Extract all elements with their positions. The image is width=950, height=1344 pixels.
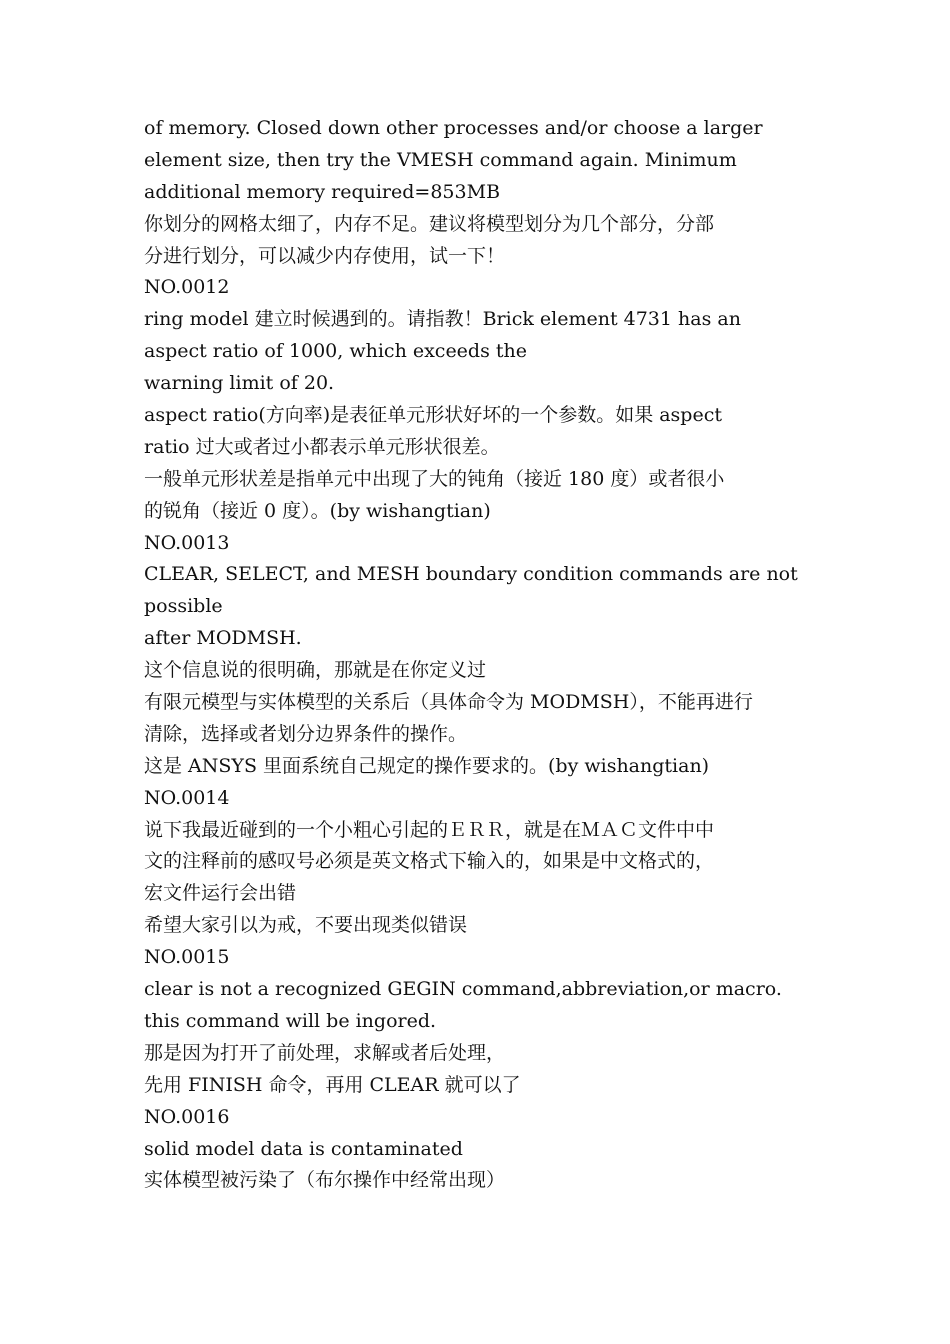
text-line: 分进行划分，可以减少内存使用，试一下！ (144, 244, 506, 267)
text-line: 希望大家引以为戒，不要出现类似错误 (144, 914, 468, 937)
text-line: after MODMSH. (144, 627, 302, 650)
text-line: 那是因为打开了前处理，求解或者后处理， (144, 1041, 506, 1064)
text-line: aspect ratio(方向率)是表征单元形状好坏的一个参数。如果 aspect (144, 404, 722, 427)
section-number: NO.0014 (144, 786, 230, 809)
text-line: CLEAR, SELECT, and MESH boundary condition commands are not (144, 563, 798, 586)
section-number: NO.0016 (144, 1105, 230, 1128)
section-number: NO.0013 (144, 531, 230, 554)
text-line: ratio 过大或者过小都表示单元形状很差。 (144, 435, 500, 458)
text-line: this command will be ingored. (144, 1009, 437, 1032)
text-line: 这个信息说的很明确，那就是在你定义过 (144, 659, 487, 682)
section-number: NO.0012 (144, 276, 230, 299)
text-line: 宏文件运行会出错 (144, 882, 297, 905)
text-line: ring model 建立时候遇到的。请指教！Brick element 4731 has an (144, 308, 741, 331)
text-line: aspect ratio of 1000, which exceeds the (144, 340, 527, 363)
text-line: possible (144, 595, 223, 618)
text-line: 说下我最近碰到的一个小粗心引起的ＥＲＲ，就是在ＭＡＣ文件中中 (144, 818, 715, 841)
text-line: 一般单元形状差是指单元中出现了大的钝角（接近 180 度）或者很小 (144, 467, 725, 490)
text-line: clear is not a recognized GEGIN command,abbreviation,or macro. (144, 978, 782, 1001)
text-line: 清除，选择或者划分边界条件的操作。 (144, 722, 468, 745)
text-line: 的锐角（接近 0 度）。(by wishangtian) (144, 499, 491, 522)
text-line: element size, then try the VMESH command again. Minimum (144, 148, 737, 171)
text-line: 先用 FINISH 命令，再用 CLEAR 就可以了 (144, 1073, 521, 1096)
text-line: warning limit of 20. (144, 372, 335, 395)
document-body (144, 113, 808, 1197)
text-line: 实体模型被污染了（布尔操作中经常出现） (144, 1169, 506, 1192)
text-line: 文的注释前的感叹号必须是英文格式下输入的，如果是中文格式的， (144, 850, 715, 873)
text-line: 这是 ANSYS 里面系统自己规定的操作要求的。(by wishangtian) (144, 754, 710, 777)
text-line: 有限元模型与实体模型的关系后（具体命令为 MODMSH），不能再进行 (144, 691, 753, 714)
text-line: of memory. Closed down other processes and/or choose a larger (144, 117, 763, 139)
section-number: NO.0015 (144, 946, 230, 969)
text-line: additional memory required=853MB (144, 180, 501, 203)
text-line: solid model data is contaminated (144, 1137, 463, 1160)
text-line: 你划分的网格太细了，内存不足。建议将模型划分为几个部分，分部 (144, 212, 715, 235)
